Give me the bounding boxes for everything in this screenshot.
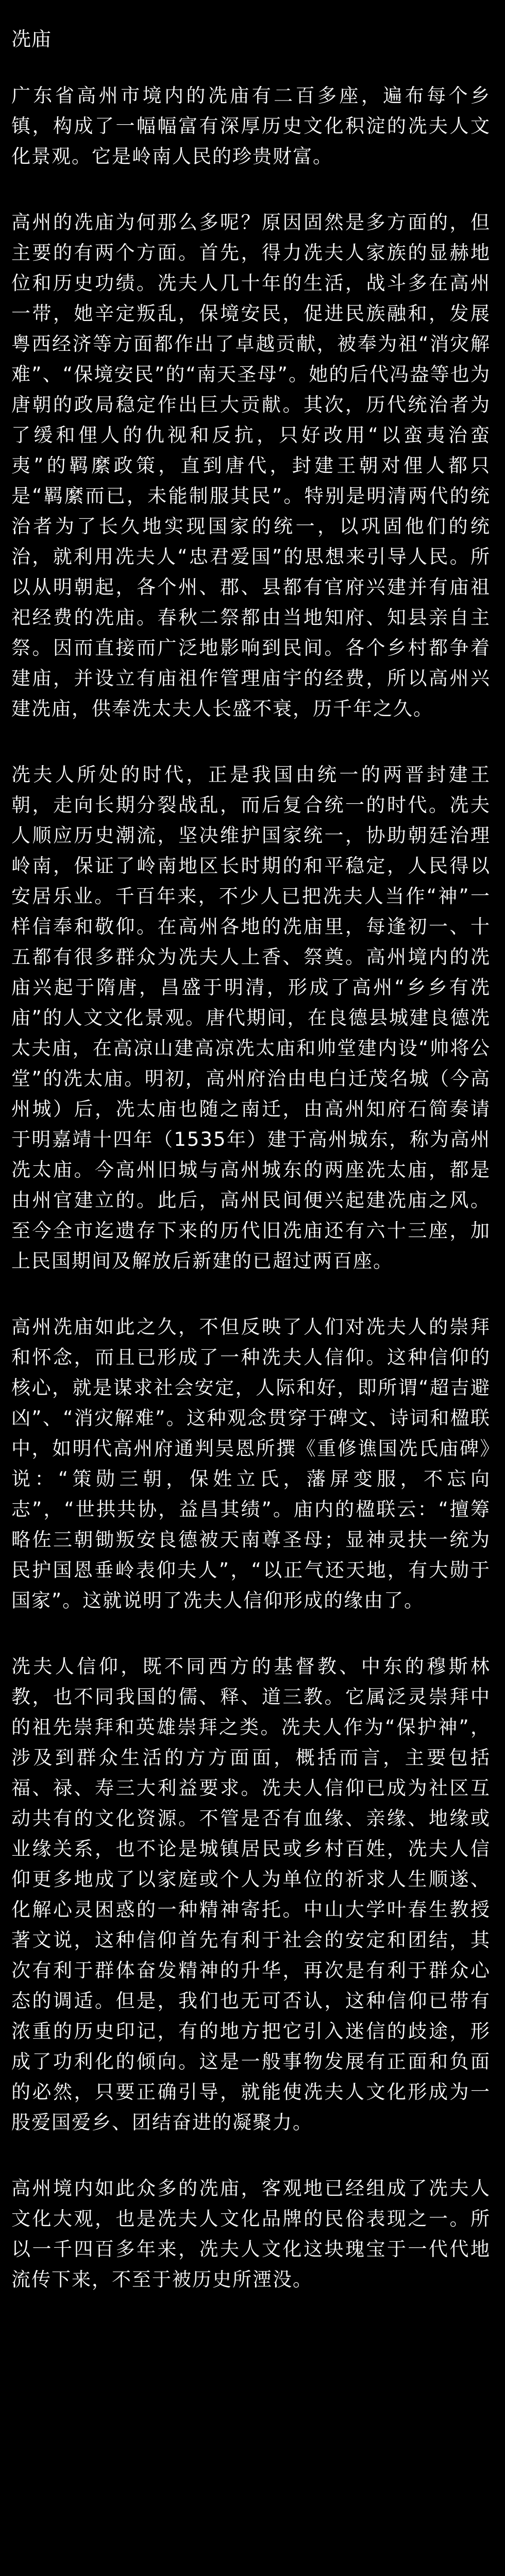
- article-paragraph-5: 冼夫人信仰，既不同西方的基督教、中东的穆斯林教，也不同我国的儒、释、道三教。它属泛灵崇拜中的祖先崇拜和英雄崇拜之类。冼夫人作为“保护神”，涉及到群众生活的方方面面，概括而言，主要包括福、禄、寿三大利益要求。冼夫人信仰已成为社区互动共有的文化资源。不管是否有血缘、亲缘、地缘或业缘关系，也不论是城镇居民或乡村百姓，冼夫人信仰更多地成了以家庭或个人为单位的祈求人生顺遂、化解心灵困惑的一种精神寄托。中山大学叶春生教授著文说，这种信仰首先有利于社会的安定和团结，其次有利于群体奋发精神的升华，再次是有利于群众心态的调适。但是，我们也无可否认，这种信仰已带有浓重的历史印记，有的地方把它引入迷信的歧途，形成了功利化的倾向。这是一般事物发展有正面和负面的必然，只要正确引导，就能使冼夫人文化形成为一股爱国爱乡、团结奋进的凝聚力。: [11, 1655, 491, 2133]
- article-paragraph-2: 高州的冼庙为何那么多呢？原因固然是多方面的，但主要的有两个方面。首先，得力冼夫人家族的显赫地位和历史功绩。冼夫人几十年的生活，战斗多在高州一带，她辛定叛乱，保境安民，促进民族融和，发展粤西经济等方面都作出了卓越贡献，被奉为祖“消灾解难”、“保境安民”的“南天圣母”。她的后代冯盎等也为唐朝的政局稳定作出巨大贡献。其次，历代统治者为了缓和俚人的仇视和反抗，只好改用“以蛮夷治蛮夷”的羁縻政策，直到唐代，封建王朝对俚人都只是“羁縻而已，未能制服其民”。特别是明清两代的统治者为了长久地实现国家的统一，以巩固他们的统治，就利用冼夫人“忠君爱国”的思想来引导人民。所以从明朝起，各个州、郡、县都有官府兴建并有庙祖祀经费的冼庙。春秋二祭都由当地知府、知县亲自主祭。因而直接而广泛地影响到民间。各个乡村都争着建庙，并设立有庙祖作管理庙宇的经费，所以高州兴建冼庙，供奉冼太夫人长盛不衰，历千年之久。: [11, 211, 491, 720]
- article-paragraph-1: 广东省高州市境内的冼庙有二百多座，遍布每个乡镇，构成了一幅幅富有深厚历史文化积淀的冼夫人文化景观。它是岭南人民的珍贵财富。: [11, 84, 491, 167]
- article-title: 冼庙: [11, 28, 52, 50]
- article-paragraph-4: 高州冼庙如此之久，不但反映了人们对冼夫人的崇拜和怀念，而且已形成了一种冼夫人信仰。这种信仰的核心，就是谋求社会安定，人际和好，即所谓“超吉避凶”、“消灾解难”。这种观念贯穿于碑文、诗词和楹联中，如明代高州府通判吴恩所撰《重修谯国冼氏庙碑》说：“策勋三朝，保姓立氏，藩屏变服，不忘向志”，“世拱共协，益昌其绩”。庙内的楹联云：“擅筹略佐三朝锄叛安良德被天南尊圣母；显神灵扶一统为民护国恩垂岭表仰夫人”，“以正气还天地，有大勋于国家”。这就说明了冼夫人信仰形成的缘由了。: [11, 1316, 491, 1612]
- article-paragraph-3: 冼夫人所处的时代，正是我国由统一的两晋封建王朝，走向长期分裂战乱，而后复合统一的时代。冼夫人顺应历史潮流，坚决维护国家统一，协助朝廷治理岭南，保证了岭南地区长时期的和平稳定，人民得以安居乐业。千百年来，不少人已把冼夫人当作“神”一样信奉和敬仰。在高州各地的冼庙里，每逢初一、十五都有很多群众为冼夫人上香、祭奠。高州境内的冼庙兴起于隋唐，昌盛于明清，形成了高州“乡乡有冼庙”的人文文化景观。唐代期间，在良德县城建良德冼太夫庙，在高凉山建高凉冼太庙和帅堂建内设“帅将公堂”的冼太庙。明初，高州府治由电白迁茂名城（今高州城）后，冼太庙也随之南迁，由高州知府石简奏请于明嘉靖十四年（1535年）建于高州城东，称为高州冼太庙。今高州旧城与高州城东的两座冼太庙，都是由州官建立的。此后，高州民间便兴起建冼庙之风。至今全市迄遗存下来的历代旧冼庙还有六十三座，加上民国期间及解放后新建的已超过两百座。: [11, 764, 491, 1272]
- article-paragraph-6: 高州境内如此众多的冼庙，客观地已经组成了冼夫人文化大观，也是冼夫人文化品牌的民俗表现之一。所以一千四百多年来，冼夫人文化这块瑰宝于一代代地流传下来，不至于被历史所湮没。: [11, 2177, 491, 2291]
